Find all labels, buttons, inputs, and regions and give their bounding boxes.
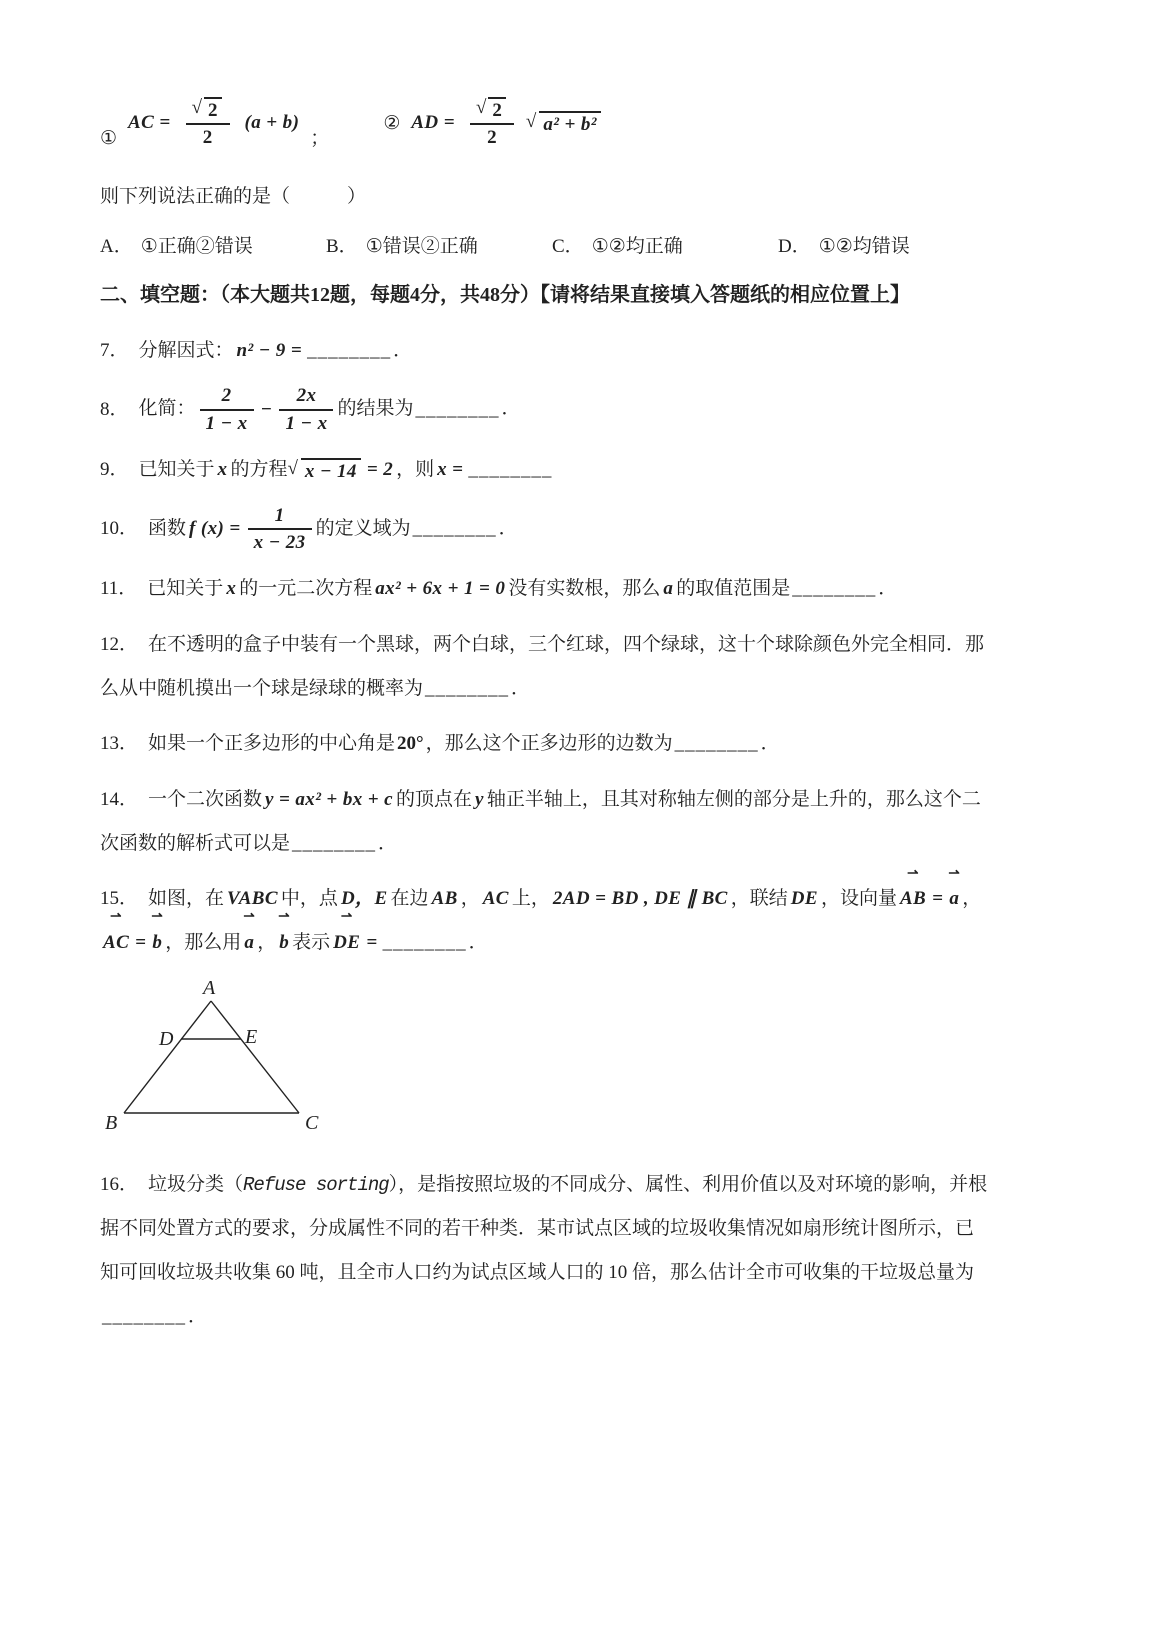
fraction-sqrt2-over-2: √ 2 2 — [186, 97, 230, 150]
vector-arrow-icon: ⇀ — [151, 908, 164, 924]
question-16 — [100, 1163, 1066, 1339]
formula-ac-lhs: AC = — [128, 112, 171, 133]
question-10 — [100, 504, 1066, 556]
separator-semicolon: ； — [310, 128, 330, 149]
circled-2: ② — [383, 112, 401, 134]
question-15 — [100, 864, 1066, 964]
option-a-label: A． — [100, 236, 133, 258]
answer-blank: ________ — [382, 931, 467, 953]
answer-blank: ________ — [292, 832, 377, 854]
triangle-figure — [104, 977, 434, 1145]
period: ． — [393, 339, 413, 361]
question-11-mid: 的一元二次方程 — [239, 578, 373, 600]
question-16-line-4 — [100, 1295, 1066, 1339]
question-15-mid-6: ，那么用 — [165, 931, 242, 953]
question-12-line-2 — [100, 667, 1066, 711]
question-11-text: 已知关于 — [147, 578, 224, 600]
question-15-mid-4: ，联结 — [730, 888, 788, 910]
option-d-label: D． — [778, 236, 811, 258]
period: ． — [498, 517, 518, 539]
question-12 — [100, 623, 1066, 710]
var-x: x — [226, 578, 237, 600]
equals-2: = 2 — [366, 458, 394, 480]
question-9-post: ，则 — [396, 458, 435, 480]
question-13-tail: ，那么这个正多边形的边数为 — [425, 733, 673, 755]
vector-arrow-icon: ⇀ — [340, 908, 353, 924]
var-y: y — [475, 788, 484, 810]
fraction-2x-over-1-minus-x: $\frac{2x}{1 - x}$ — [279, 384, 333, 436]
option-b — [326, 232, 552, 262]
option-d-text: ①②均错误 — [818, 236, 910, 258]
vector-b: ⇀ b — [278, 908, 291, 953]
answer-blank: ________ — [674, 733, 759, 755]
var-a: a — [663, 578, 674, 600]
question-11 — [100, 567, 1066, 611]
question-14 — [100, 778, 1066, 865]
period: ． — [378, 832, 398, 854]
answer-blank: ________ — [415, 398, 500, 420]
question-13-text: 如果一个正多边形的中心角是 — [148, 733, 396, 755]
radical-sign: √ — [475, 96, 487, 118]
x-equals: x = — [437, 458, 464, 480]
question-10-text: 函数 — [148, 517, 187, 539]
fraction-1-over-x-minus-23: $\frac{1}{x - 23}$ — [248, 504, 312, 556]
question-14-line-2 — [100, 822, 1066, 866]
radical-sign: √ — [287, 458, 298, 480]
refuse-sorting-english: Refuse sorting — [243, 1173, 389, 1196]
points-d-e: D，E — [340, 888, 388, 910]
vector-ac: ⇀ AC — [103, 908, 130, 953]
question-12-text-2: 么从中随机摸出一个球是绿球的概率为 — [100, 677, 424, 699]
question-16-line-1 — [100, 1163, 1066, 1208]
question-16-text: 垃圾分类（ — [148, 1173, 244, 1195]
point-e-label: E — [245, 1025, 258, 1048]
question-15-mid-5: ，设向量 — [820, 888, 897, 910]
quadratic-equation: ax² + 6x + 1 = 0 — [375, 578, 506, 600]
question-9 — [100, 448, 1066, 492]
question-7-number: 7． — [100, 339, 129, 361]
vector-b: ⇀ b — [151, 908, 164, 953]
option-a — [100, 232, 326, 262]
vector-arrow-icon: ⇀ — [948, 864, 961, 880]
side-ab-line — [124, 1001, 211, 1113]
equals: = — [366, 931, 378, 953]
vector-de: ⇀ DE — [333, 908, 361, 953]
question-15-mid-3: 上， — [511, 888, 550, 910]
vector-a: ⇀ a — [948, 864, 961, 910]
question-14-line-1 — [100, 778, 1066, 822]
question-14-text: 一个二次函数 — [148, 788, 263, 810]
option-b-label: B． — [326, 236, 358, 258]
question-16-text-2: 据不同处置方式的要求，分成属性不同的若干种类．某市试点区域的垃圾收集情况如扇形统计图所示，已 — [100, 1218, 975, 1240]
question-14-text-2: 次函数的解析式可以是 — [100, 832, 291, 854]
question-11-tail: 的取值范围是 — [676, 578, 791, 600]
vector-arrow-icon: ⇀ — [907, 864, 919, 880]
question-15-figure — [104, 977, 1066, 1151]
sqrt-2: √ 2 — [476, 97, 508, 122]
question-16-text-cont: ），是指按照垃圾的不同成分、属性、利用价值以及对环境的影响，并根 — [388, 1173, 988, 1195]
fraction-sqrt2-over-2: √ 2 2 — [470, 97, 514, 150]
relation-2ad-bd-de-parallel-bc: 2AD = BD , DE ∥ BC — [552, 888, 728, 910]
question-12-number: 12． — [100, 633, 139, 655]
period: ． — [511, 677, 531, 699]
question-15-text: 如图，在 — [148, 888, 225, 910]
question-10-tail: 的定义域为 — [315, 517, 411, 539]
question-8-number: 8． — [100, 398, 129, 420]
sqrt-a2-plus-b2: √ a² + b² — [526, 111, 604, 136]
formula-ac-tail: (a + b) — [244, 112, 300, 133]
question-6-formulas — [100, 88, 1066, 158]
option-a-text: ①正确②错误 — [140, 236, 253, 258]
question-16-line-2 — [100, 1207, 1066, 1251]
question-16-line-3 — [100, 1251, 1066, 1295]
circled-1: ① — [100, 128, 118, 149]
question-8-tail: 的结果为 — [337, 398, 414, 420]
period: ． — [878, 578, 898, 600]
vertex-a-label: A — [203, 976, 216, 999]
comma: ， — [962, 888, 982, 910]
option-d — [778, 232, 910, 262]
answer-blank: ________ — [792, 578, 877, 600]
vertex-c-label: C — [305, 1111, 319, 1134]
question-10-number: 10． — [100, 517, 139, 539]
vector-arrow-icon: ⇀ — [243, 908, 256, 924]
section-2-title: 二、填空题：（本大题共12题，每题4分，共48分）【请将结果直接填入答题纸的相应位置上】 — [100, 283, 910, 306]
triangle-abc: VABC — [227, 888, 278, 910]
question-9-number: 9． — [100, 458, 129, 480]
question-12-line-1 — [100, 623, 1066, 667]
question-9-mid: 的方程 — [230, 458, 288, 480]
answer-blank: ________ — [412, 517, 497, 539]
option-c-label: C． — [552, 236, 584, 258]
option-b-text: ①错误②正确 — [365, 236, 478, 258]
radical-sign: √ — [191, 96, 203, 118]
comma: ， — [460, 888, 480, 910]
vector-arrow-icon: ⇀ — [278, 908, 291, 924]
question-8-text: 化简： — [138, 398, 196, 420]
answer-blank: ________ — [468, 458, 553, 480]
question-15-mid-2: 在边 — [390, 888, 429, 910]
question-12-text: 在不透明的盒子中装有一个黑球，两个白球，三个红球，四个绿球，这十个球除颜色外完全相同．那 — [148, 633, 985, 655]
option-c-text: ①②均正确 — [591, 236, 683, 258]
period: ． — [501, 398, 521, 420]
question-11-post: 没有实数根，那么 — [508, 578, 661, 600]
question-14-number: 14． — [100, 788, 139, 810]
answer-blank: ________ — [425, 677, 510, 699]
side-ac-line — [211, 1001, 299, 1113]
sqrt-x-minus-14: √ x − 14 — [287, 458, 363, 483]
fraction-2-over-1-minus-x: $\frac{2}{1 - x}$ — [200, 384, 254, 436]
question-11-number: 11． — [100, 578, 138, 600]
formula-ad-lhs: AD = — [411, 112, 455, 133]
question-16-number: 16． — [100, 1173, 139, 1195]
var-x: x — [217, 458, 228, 480]
question-16-text-3: 知可回收垃圾共收集 60 吨，且全市人口约为试点区域人口的 10 倍，那么估计全市可收集的干垃圾总量为 — [100, 1262, 975, 1284]
comma: ， — [257, 931, 277, 953]
side-ab: AB — [431, 888, 458, 910]
question-8 — [100, 384, 1066, 436]
vector-arrow-icon: ⇀ — [110, 908, 123, 924]
angle-20-degrees: 20° — [397, 733, 424, 755]
question-14-tail-1: 轴正半轴上，且其对称轴左侧的部分是上升的，那么这个二 — [486, 788, 981, 810]
question-15-line-2 — [100, 908, 1066, 965]
question-7-text: 分解因式： — [138, 339, 234, 361]
vector-ab: ⇀ AB — [899, 864, 927, 910]
question-15-mid-1: 中，点 — [280, 888, 338, 910]
vector-a: ⇀ a — [243, 908, 256, 953]
period: ． — [468, 931, 488, 953]
math-n2-minus-9: n² − 9 = — [236, 339, 303, 361]
question-13 — [100, 722, 1066, 766]
answer-blank: ________ — [102, 1305, 186, 1327]
quadratic-function: y = ax² + bx + c — [265, 788, 393, 810]
side-ac: AC — [482, 888, 509, 910]
question-6-stem: 则下列说法正确的是（ ） — [100, 186, 367, 207]
question-13-number: 13． — [100, 733, 139, 755]
answer-blank: ________ — [307, 339, 392, 361]
radical-sign: √ — [525, 110, 537, 132]
question-9-text: 已知关于 — [138, 458, 215, 480]
question-15-mid-7: 表示 — [292, 931, 331, 953]
equals: = — [932, 888, 944, 910]
equals: = — [135, 931, 147, 953]
point-d-label: D — [159, 1027, 174, 1050]
segment-de: DE — [790, 888, 818, 910]
minus-sign: − — [260, 398, 273, 420]
question-14-mid: 的顶点在 — [395, 788, 472, 810]
option-c — [552, 232, 778, 262]
f-of-x-equals: f (x) = — [189, 517, 241, 539]
sqrt-2: √ 2 — [192, 97, 224, 122]
question-15-number: 15． — [100, 888, 139, 910]
period: ． — [188, 1305, 208, 1327]
vertex-b-label: B — [105, 1111, 118, 1134]
period: ． — [760, 733, 780, 755]
question-6-options — [100, 232, 1066, 262]
question-7 — [100, 329, 1066, 373]
